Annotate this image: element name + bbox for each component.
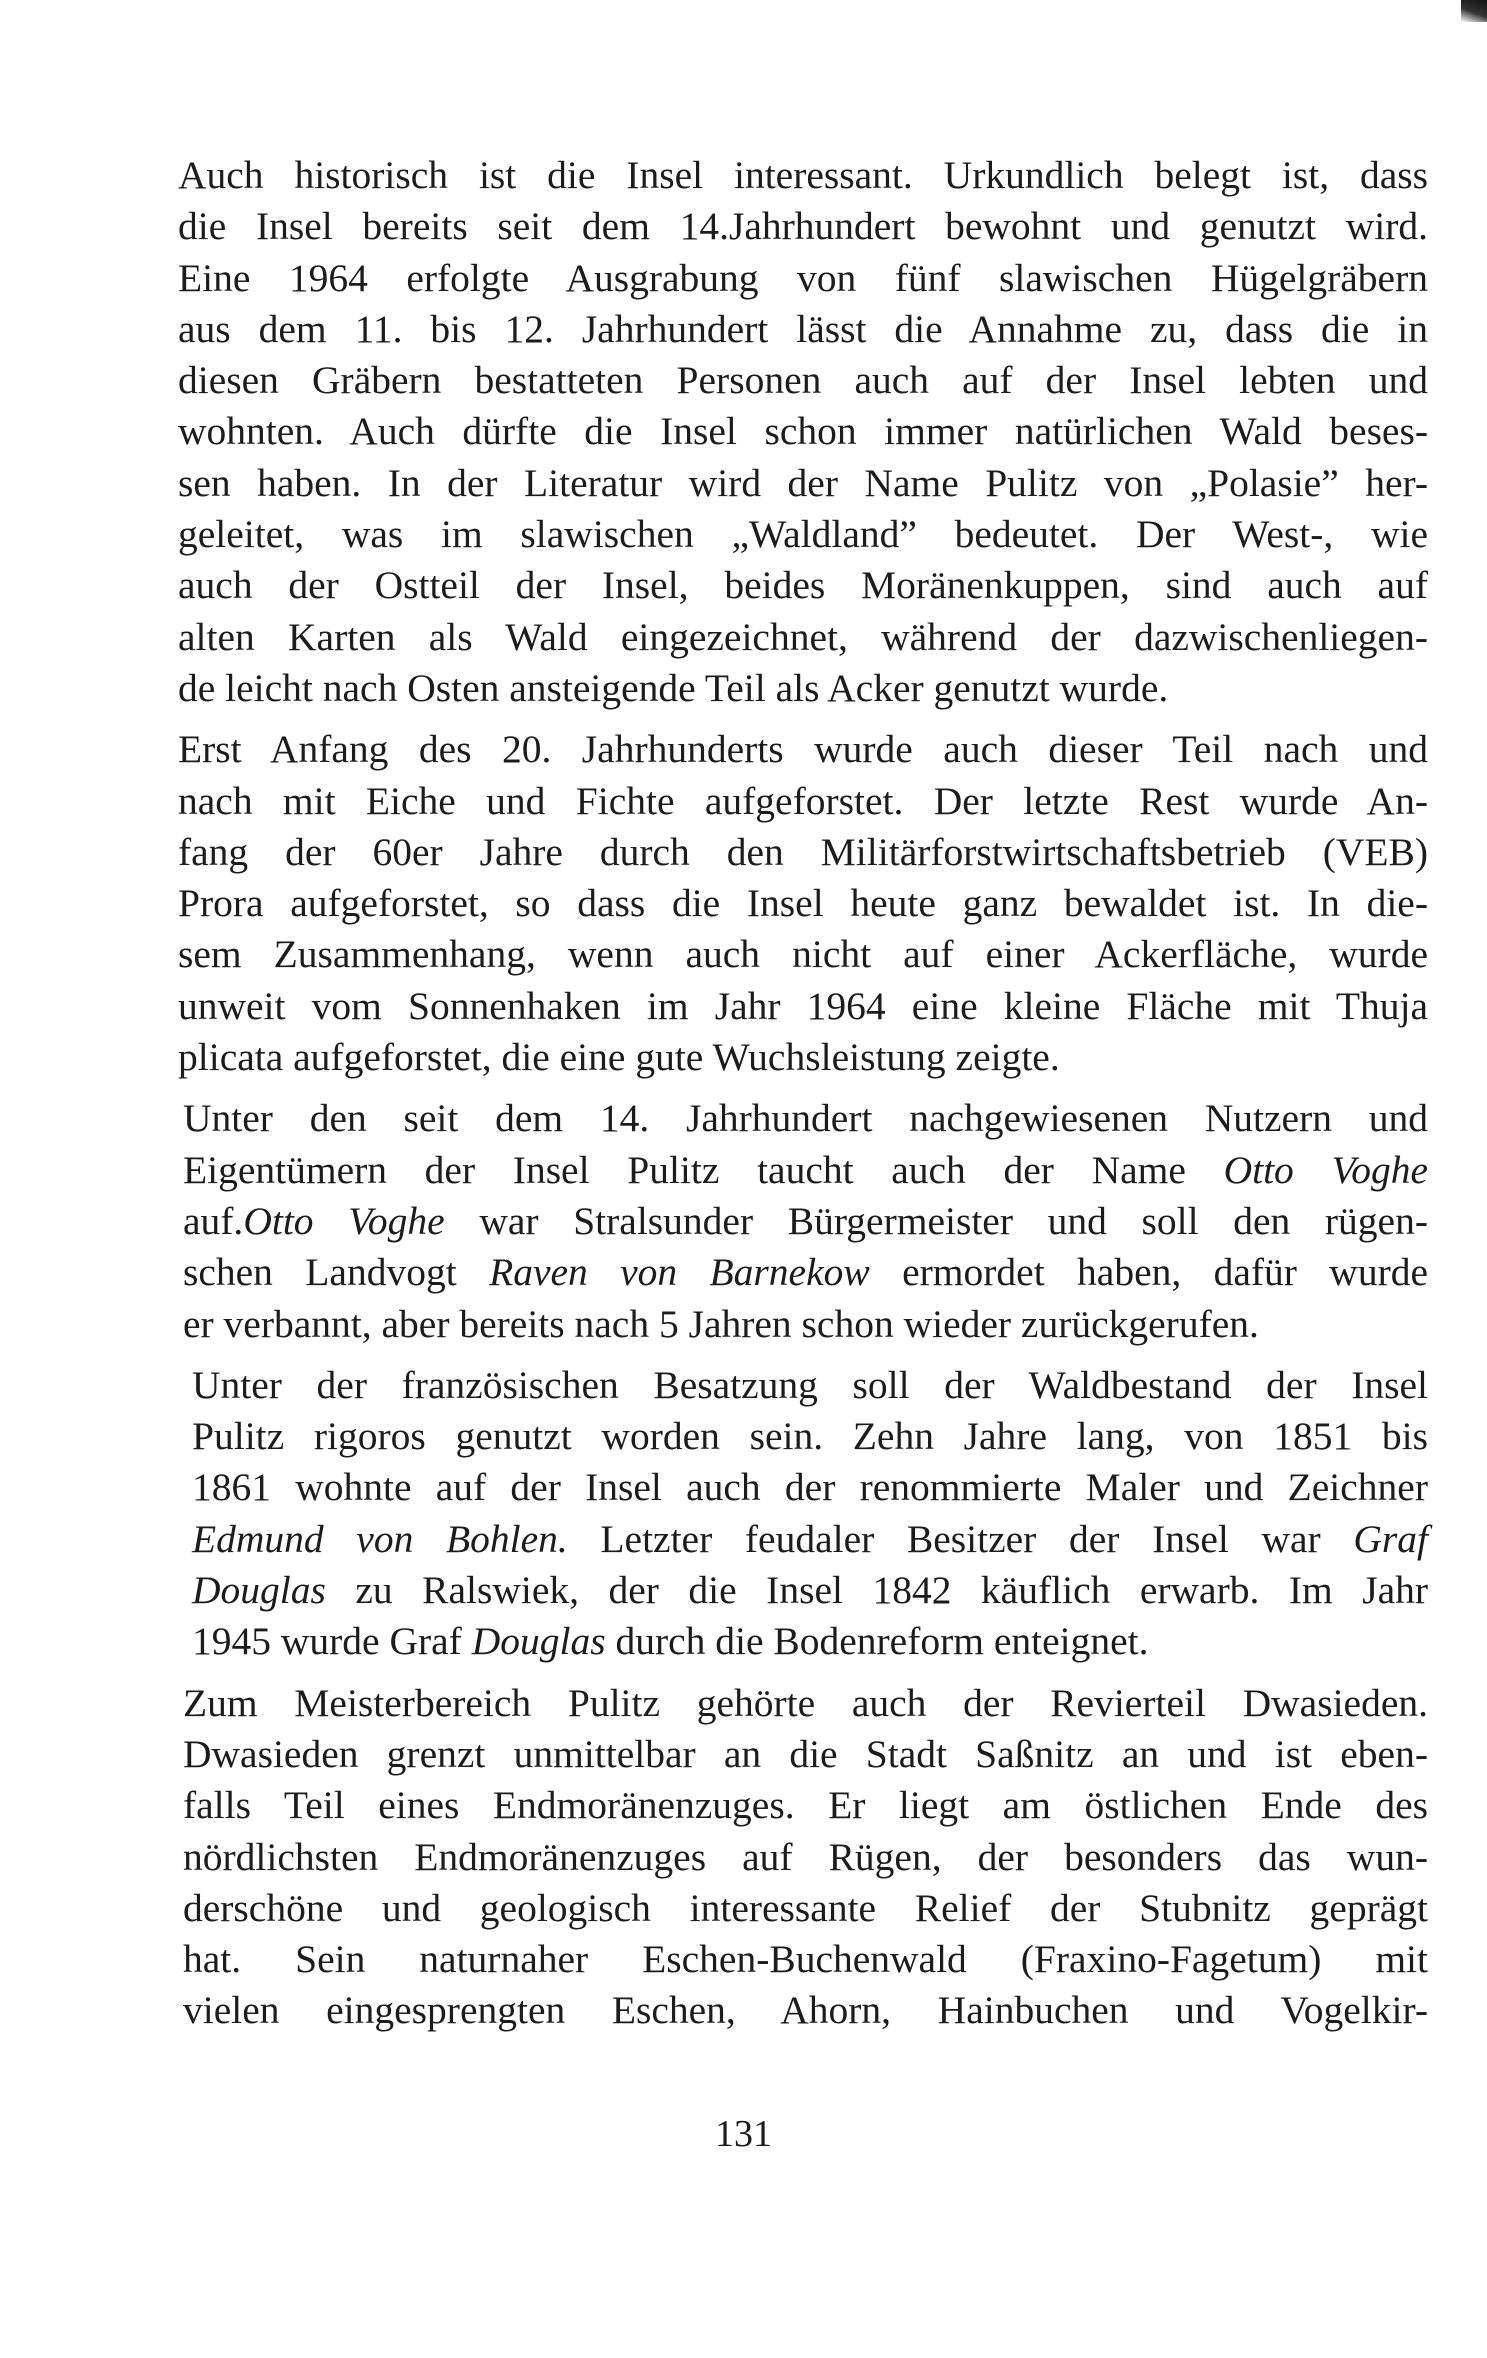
text-line: derschöne und geologisch interessante Relief der Stubnitz geprägt [183,1885,1428,1930]
text-line [178,1616,1428,1667]
text-run: 1945 wurde Graf [192,1619,462,1664]
text-run: auf. [183,1198,244,1243]
person-name: Douglas [192,1568,326,1613]
text-line: 1861 wohnte auf der Insel auch der renommierte Maler und Zeichner [192,1465,1428,1510]
text-line: Prora aufgeforstet, so dass die Insel heute ganz bewaldet ist. In die- [178,881,1428,926]
text-line [178,1247,1428,1298]
text-line: sem Zusammenhang, wenn auch nicht auf einer Ackerfläche, wurde [178,932,1428,977]
body-text [178,150,1428,2037]
text-run: durch die Bodenreform enteignet. [615,1619,1149,1664]
text-line [178,1514,1428,1565]
person-name: Graf [1353,1516,1428,1561]
page-number: 131 [715,2113,772,2155]
text-line: Eine 1964 erfolgte Ausgrabung von fünf slawischen Hügelgräbern [178,255,1428,300]
text-run: war Stralsunder Bürgermeister und soll den rügen- [479,1198,1428,1243]
text-line: Zum Meisterbereich Pulitz gehörte auch der Revierteil Dwasieden. [183,1680,1428,1725]
text-line [178,1196,1428,1247]
text-line: de leicht nach Osten ansteigende Teil als Acker genutzt wurde. [178,665,1169,710]
person-name: Raven von Barnekow [489,1250,870,1295]
person-name: Douglas [471,1619,606,1664]
text-line: sen haben. In der Literatur wird der Name Pulitz von „Polasie” her- [178,460,1428,505]
text-line: Erst Anfang des 20. Jahrhunderts wurde auch dieser Teil nach und [178,727,1428,772]
text-line: diesen Gräbern bestatteten Personen auch auf der Insel lebten und [178,358,1428,403]
text-line: vielen eingesprengten Eschen, Ahorn, Hainbuchen und Vogelkir- [183,1988,1428,2033]
paragraph [178,724,1428,1083]
text-run: ermordet haben, dafür wurde [902,1250,1429,1295]
text-line: aus dem 11. bis 12. Jahrhundert lässt die Annahme zu, dass die in [178,306,1428,351]
text-line: hat. Sein naturnaher Eschen-Buchenwald (Fraxino-Fagetum) mit [183,1937,1428,1982]
text-line [178,1565,1428,1616]
text-line: Unter der französischen Besatzung soll der Waldbestand der Insel [192,1362,1428,1407]
paragraph [178,150,1428,714]
text-line: auch der Ostteil der Insel, beides Moränenkuppen, sind auch auf [178,563,1428,608]
text-line: fang der 60er Jahre durch den Militärforstwirtschaftsbetrieb (VEB) [178,829,1428,874]
text-line: unweit vom Sonnenhaken im Jahr 1964 eine kleine Fläche mit Thuja [178,983,1428,1028]
text-line: Unter den seit dem 14. Jahrhundert nachgewiesenen Nutzern und [183,1096,1428,1141]
text-run: schen Landvogt [183,1250,457,1295]
text-line: Pulitz rigoros genutzt worden sein. Zehn Jahre lang, von 1851 bis [192,1414,1428,1459]
text-run: Eigentümern der Insel Pulitz taucht auch der Name [183,1147,1186,1192]
text-run: zu Ralswiek, der die Insel 1842 käuflich erwarb. Im Jahr [355,1568,1429,1613]
paragraph [178,1360,1428,1668]
text-line: alten Karten als Wald eingezeichnet, während der dazwischenliegen- [178,614,1428,659]
text-line: nach mit Eiche und Fichte aufgeforstet. Der letzte Rest wurde An- [178,778,1428,823]
text-line: Auch historisch ist die Insel interessant. Urkundlich belegt ist, dass [178,153,1428,197]
person-name: Otto Voghe [1223,1147,1428,1192]
text-line [178,1145,1428,1196]
text-run: Letzter feudaler Besitzer der Insel war [600,1516,1321,1561]
text-line: falls Teil eines Endmoränenzuges. Er liegt am östlichen Ende des [183,1783,1428,1828]
text-line: wohnten. Auch dürfte die Insel schon immer natürlichen Wald beses- [178,409,1428,454]
text-line: plicata aufgeforstet, die eine gute Wuchsleistung zeigte. [178,1035,1060,1080]
person-name: Edmund von Bohlen. [192,1516,568,1561]
scan-edge-shadow [1461,0,1487,22]
text-line: die Insel bereits seit dem 14.Jahrhundert bewohnt und genutzt wird. [178,204,1428,249]
paragraph [178,1093,1428,1349]
person-name: Otto Voghe [243,1198,445,1243]
text-line: Dwasieden grenzt unmittelbar an die Stadt Saßnitz an und ist eben- [183,1731,1428,1776]
text-line: er verbannt, aber bereits nach 5 Jahren schon wieder zurückgerufen. [183,1301,1259,1346]
text-line: nördlichsten Endmoränenzuges auf Rügen, der besonders das wun- [183,1834,1428,1879]
text-line: geleitet, was im slawischen „Waldland” bedeutet. Der West-, wie [178,512,1428,557]
paragraph [178,1678,1428,2037]
